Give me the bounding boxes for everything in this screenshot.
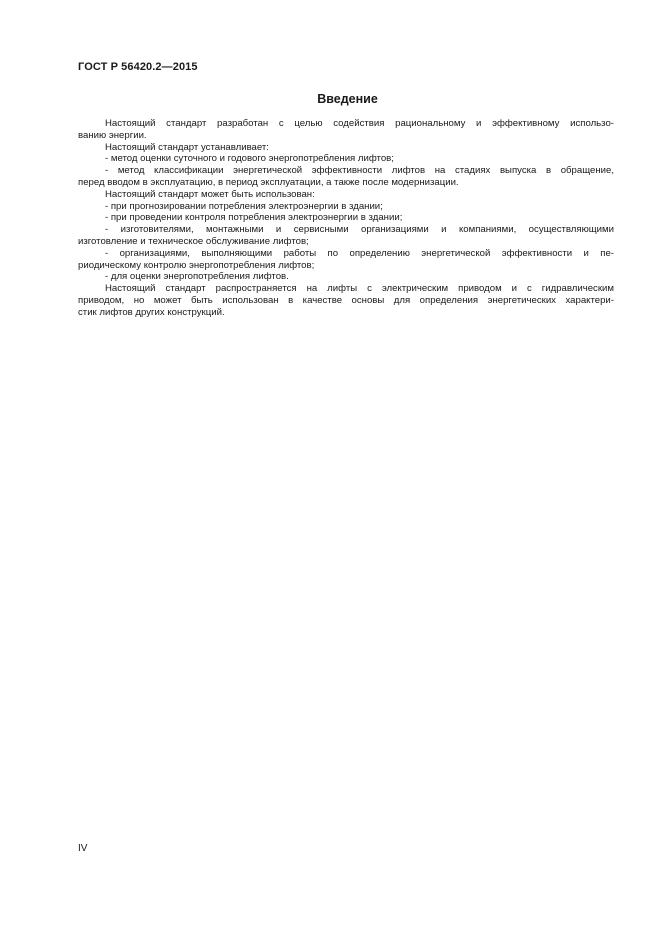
text-line: - при прогнозировании потребления электроэнергии в здании;	[105, 200, 383, 212]
text-line: Настоящий стандарт устанавливает:	[105, 141, 269, 153]
introduction-text	[78, 118, 614, 319]
text-line: приводом, но может быть использован в качестве основы для определения энергетических характери-	[78, 294, 614, 306]
text-line: - при проведении контроля потребления электроэнергии в здании;	[105, 212, 403, 224]
text-line: стик лифтов других конструкций.	[78, 306, 225, 318]
page-number: IV	[78, 843, 88, 854]
text-line: Настоящий стандарт может быть использован:	[105, 188, 315, 200]
text-line: - метод оценки суточного и годового энергопотребления лифтов;	[105, 153, 394, 165]
section-title: Введение	[317, 92, 378, 106]
text-line: - изготовителями, монтажными и сервисными организациями и компаниями, осуществляющими	[105, 224, 614, 236]
text-line: изготовление и техническое обслуживание лифтов;	[78, 235, 309, 247]
text-line: Настоящий стандарт разработан с целью содействия рациональному и эффективному использо-	[105, 118, 614, 129]
text-line: перед вводом в эксплуатацию, в период эксплуатации, а также после модернизации.	[78, 176, 459, 188]
text-line: риодическому контролю энергопотребления лифтов;	[78, 259, 315, 271]
text-line: - для оценки энергопотребления лифтов.	[105, 271, 289, 283]
text-line: - метод классификации энергетической эффективности лифтов на стадиях выпуска в обращение,	[105, 165, 614, 177]
text-line: Настоящий стандарт распространяется на лифты с электрическим приводом и с гидравлическим	[105, 283, 614, 295]
text-line: - организациями, выполняющими работы по определению энергетической эффективности и пе-	[105, 247, 614, 259]
document-code: ГОСТ Р 56420.2—2015	[78, 61, 198, 73]
text-line: ванию энергии.	[78, 129, 147, 141]
